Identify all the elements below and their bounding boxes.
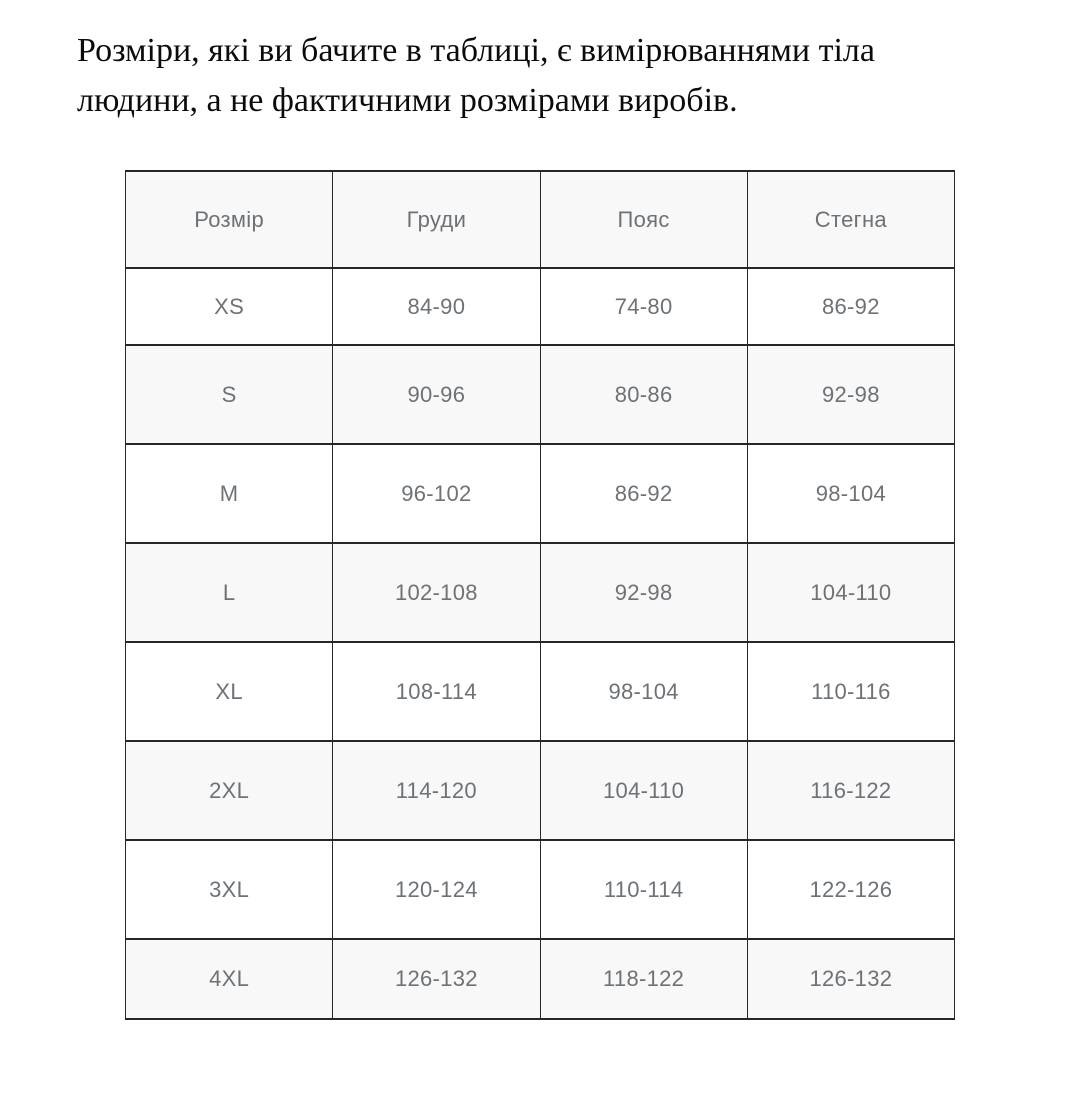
cell-waist: 118-122 xyxy=(540,939,747,1019)
column-header-hips: Стегна xyxy=(747,171,954,268)
column-header-waist: Пояс xyxy=(540,171,747,268)
cell-waist: 80-86 xyxy=(540,345,747,444)
cell-chest: 90-96 xyxy=(333,345,540,444)
column-header-size: Розмір xyxy=(126,171,333,268)
cell-hips: 86-92 xyxy=(747,268,954,345)
table-row xyxy=(126,741,955,840)
cell-waist: 86-92 xyxy=(540,444,747,543)
cell-chest: 96-102 xyxy=(333,444,540,543)
table-row xyxy=(126,268,955,345)
table-row xyxy=(126,840,955,939)
cell-size: 3XL xyxy=(126,840,333,939)
cell-hips: 122-126 xyxy=(747,840,954,939)
size-table-body xyxy=(126,268,955,1019)
size-note-line-1: Розміри, які ви бачите в таблиці, є вимірюваннями тіла xyxy=(77,32,875,69)
size-note-line-2: людини, а не фактичними розмірами виробів. xyxy=(77,82,738,119)
cell-hips: 126-132 xyxy=(747,939,954,1019)
cell-hips: 110-116 xyxy=(747,642,954,741)
cell-size: M xyxy=(126,444,333,543)
cell-hips: 116-122 xyxy=(747,741,954,840)
size-table xyxy=(125,170,955,1020)
page xyxy=(0,26,1080,1020)
header-row xyxy=(126,171,955,268)
cell-waist: 74-80 xyxy=(540,268,747,345)
cell-waist: 104-110 xyxy=(540,741,747,840)
cell-size: 2XL xyxy=(126,741,333,840)
cell-chest: 102-108 xyxy=(333,543,540,642)
column-header-chest: Груди xyxy=(333,171,540,268)
size-note-heading xyxy=(77,26,1080,126)
cell-waist: 98-104 xyxy=(540,642,747,741)
size-table-header xyxy=(126,171,955,268)
cell-hips: 92-98 xyxy=(747,345,954,444)
cell-hips: 98-104 xyxy=(747,444,954,543)
table-row xyxy=(126,543,955,642)
table-row xyxy=(126,642,955,741)
cell-chest: 84-90 xyxy=(333,268,540,345)
cell-chest: 120-124 xyxy=(333,840,540,939)
cell-size: XL xyxy=(126,642,333,741)
table-row xyxy=(126,939,955,1019)
cell-waist: 110-114 xyxy=(540,840,747,939)
cell-chest: 114-120 xyxy=(333,741,540,840)
table-row xyxy=(126,444,955,543)
table-row xyxy=(126,345,955,444)
cell-size: S xyxy=(126,345,333,444)
cell-hips: 104-110 xyxy=(747,543,954,642)
cell-chest: 126-132 xyxy=(333,939,540,1019)
cell-size: XS xyxy=(126,268,333,345)
cell-size: L xyxy=(126,543,333,642)
cell-waist: 92-98 xyxy=(540,543,747,642)
cell-chest: 108-114 xyxy=(333,642,540,741)
cell-size: 4XL xyxy=(126,939,333,1019)
